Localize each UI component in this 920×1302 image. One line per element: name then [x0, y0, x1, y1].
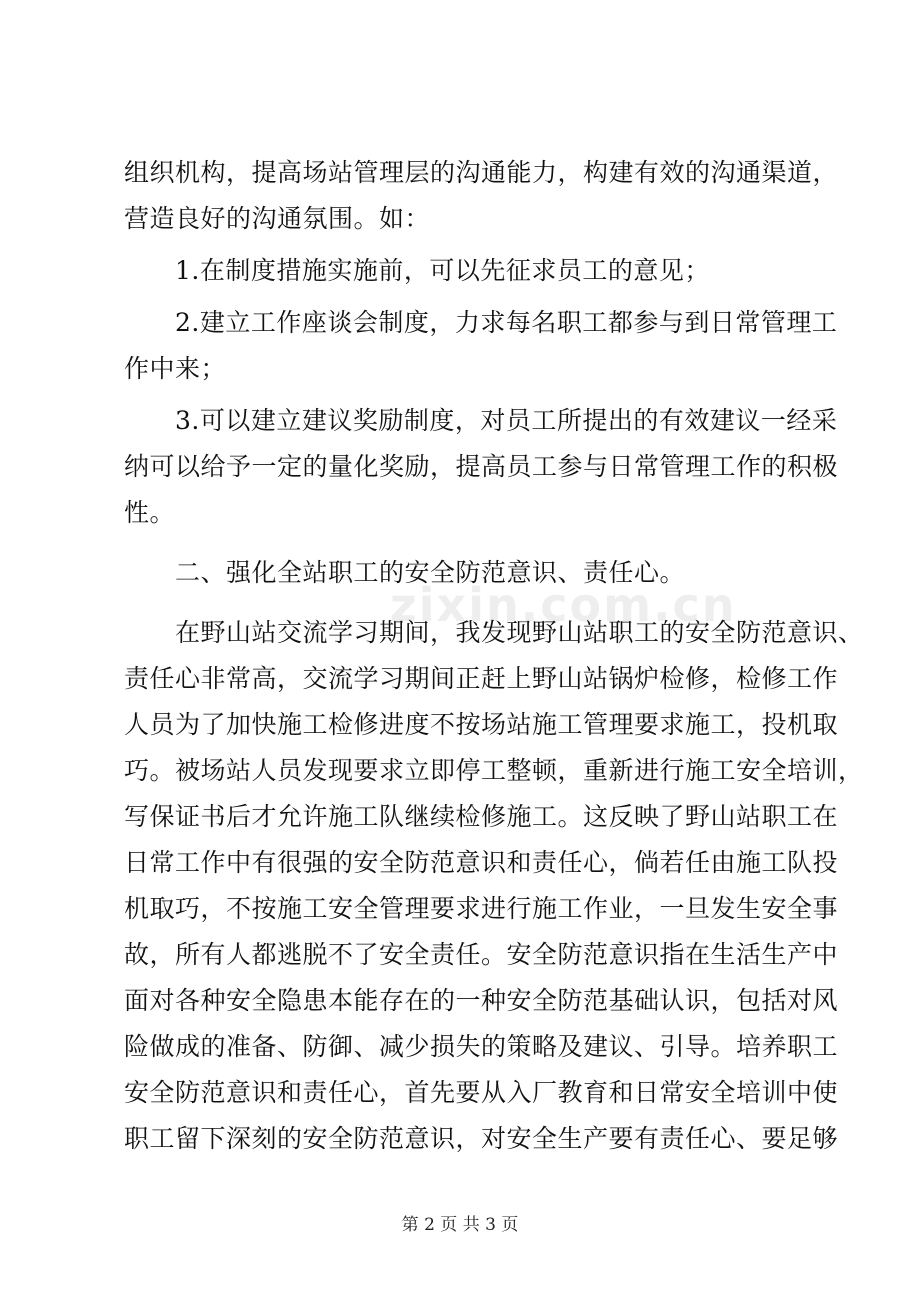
text-line: 写保证书后才允许施工队继续检修施工。这反映了野山站职工在: [124, 802, 839, 831]
text-line: 在野山站交流学习期间，我发现野山站职工的安全防范意识、: [124, 618, 864, 647]
list-item-2: 2.建立工作座谈会制度，力求每名职工都参与到日常管理工: [124, 308, 838, 337]
list-item-3: 3.可以建立建议奖励制度，对员工所提出的有效建议一经采: [124, 406, 838, 435]
text-line: 组织机构，提高场站管理层的沟通能力，构建有效的沟通渠道，: [124, 158, 839, 187]
body-text: [124, 150, 864, 1162]
text-line: 机取巧，不按施工安全管理要求进行施工作业，一旦发生安全事: [124, 894, 839, 923]
text-line: 责任心非常高，交流学习期间正赶上野山站锅炉检修，检修工作: [124, 664, 839, 693]
text-line: 作中来；: [124, 354, 227, 383]
text-line: 职工留下深刻的安全防范意识，对安全生产要有责任心、要足够: [124, 1124, 839, 1153]
page-footer: 第 2 页 共 3 页: [401, 1215, 519, 1235]
text-line: 险做成的准备、防御、减少损失的策略及建议、引导。培养职工: [124, 1032, 839, 1061]
text-line: 人员为了加快施工检修进度不按场站施工管理要求施工，投机取: [124, 710, 839, 739]
text-line: 性。: [124, 498, 176, 527]
text-line: 营造良好的沟通氛围。如：: [124, 204, 431, 233]
list-item-1: 1.在制度措施实施前，可以先征求员工的意见；: [124, 256, 710, 285]
text-line: 纳可以给予一定的量化奖励，提高员工参与日常管理工作的积极: [124, 452, 839, 481]
text-line: 巧。被场站人员发现要求立即停工整顿，重新进行施工安全培训，: [124, 756, 864, 785]
watermark: zixin.com.cn: [390, 578, 737, 632]
section-heading: 二、强化全站职工的安全防范意识、责任心。: [124, 558, 686, 587]
text-line: 故，所有人都逃脱不了安全责任。安全防范意识指在生活生产中: [124, 940, 839, 969]
text-line: 安全防范意识和责任心，首先要从入厂教育和日常安全培训中使: [124, 1078, 839, 1107]
text-line: 日常工作中有很强的安全防范意识和责任心，倘若任由施工队投: [124, 848, 839, 877]
text-line: 面对各种安全隐患本能存在的一种安全防范基础认识，包括对风: [124, 986, 839, 1015]
